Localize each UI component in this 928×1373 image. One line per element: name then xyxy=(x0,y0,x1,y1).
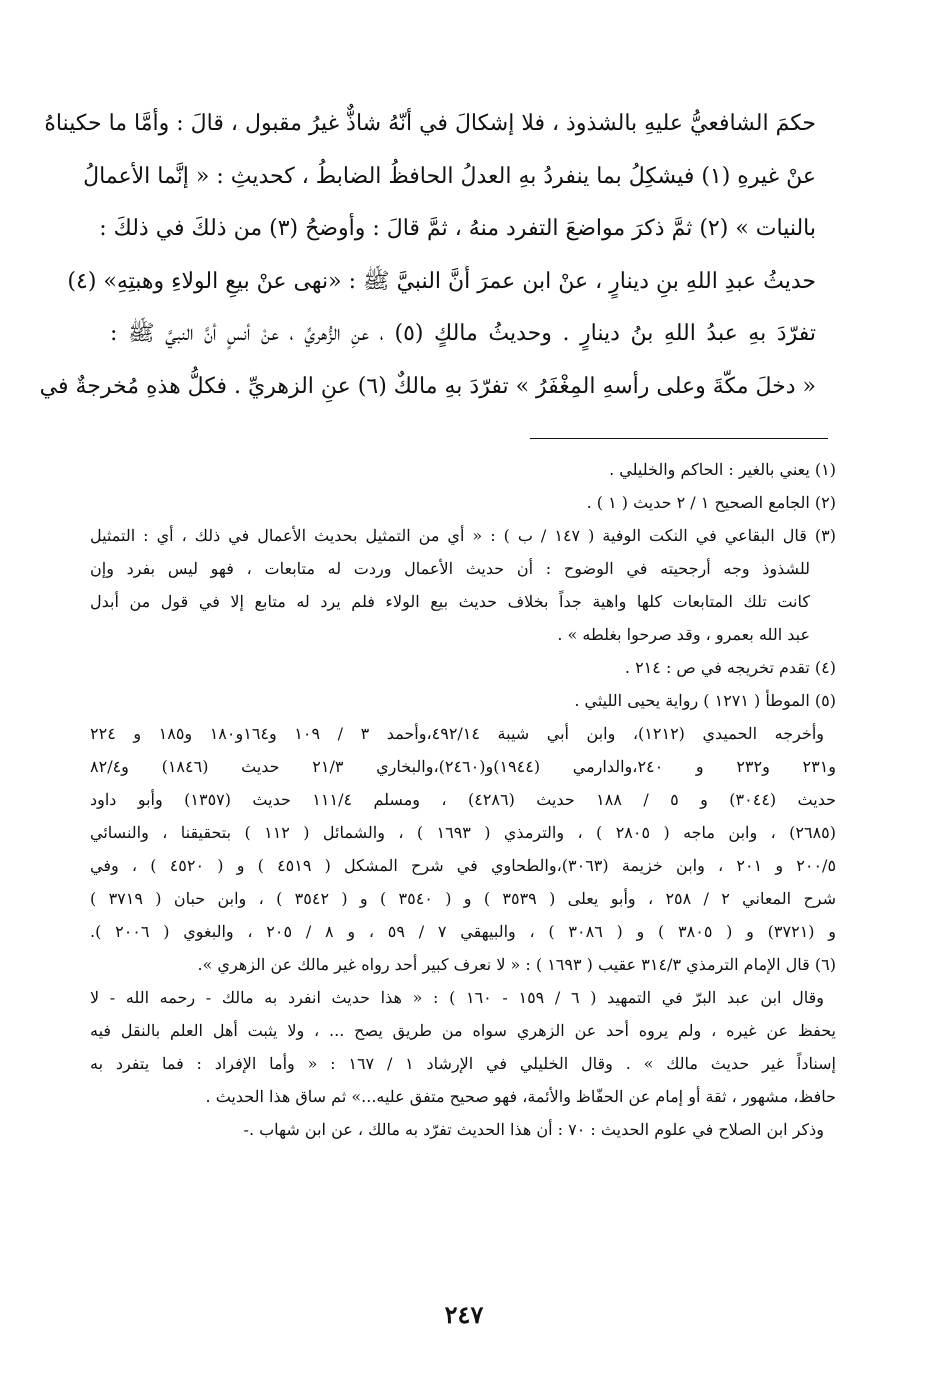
footnote-line: (٤) تقدم تخريجه في ص : ٢١٤ . xyxy=(624,658,836,677)
footnote-line: شرح المعاني ٢ / ٢٥٨ ، وأبو يعلى ( ٣٥٣٩ ) و ( ٣٥٤٠ ) و ( ٣٥٤٢ ) ، وابن حبان ( ٣٧١٩ ) xyxy=(90,889,837,908)
main-text-line: بالنيات » (٢) ثمَّ ذكرَ مواضعَ التفرد منهُ ، ثمَّ قالَ : وأوضحُ (٣) من ذلكَ في ذلكَ : xyxy=(99,216,816,241)
footnote-line: وأخرجه الحميدي (١٢١٢)، وابن أبي شيبة ٤٩٢/١٤،وأحمد ٣ / ١٠٩ و١٦٤و١٨٠ و١٨٥ و ٢٢٤ xyxy=(90,724,825,743)
footnote-line: عبد الله بعمرو ، وقد صرحوا بغلطه » . xyxy=(557,625,810,644)
footnotes xyxy=(90,453,836,1146)
footnote-line: كانت تلك المتابعات كلها واهية جداً بخلاف حديث بيع الولاء فلم يرد له متابع إلا في قول من أبدل xyxy=(90,592,810,611)
main-text-line: حكمَ الشافعيُّ عليهِ بالشذوذ ، فلا إشكالَ في أنّهُ شاذٌّ غيرُ مقبول ، قالَ : وأمَّا ما حكيناهُ xyxy=(44,111,816,136)
footnote-line: و٢٣١ و٢٣٢ و ٢٤٠،والدارمي (١٩٤٤)و(٢٤٦٠)،والبخاري ٢١/٣ حديث (١٨٤٦) و٨٢/٤ xyxy=(90,757,837,776)
page-number: ٢٤٧ xyxy=(444,1300,484,1329)
footnote-line: (١) يعني بالغير : الحاكم والخليلي . xyxy=(609,460,836,479)
main-text-line: حديثُ عبدِ اللهِ بنِ دينارٍ ، عنْ ابن عمرَ أنَّ النبيَّ ﷺ : «نهى عنْ بيعِ الولاءِ وهبتِهِ» (٤) xyxy=(67,268,816,294)
footnote-line: (٣) قال البقاعي في النكت الوفية ( ١٤٧ / ب ) : « أي من التمثيل بحديث الأعمال في ذلك ، أي : التمثيل xyxy=(90,526,837,545)
footnote-line: (٢) الجامع الصحيح ١ / ٢ حديث ( ١ ) . xyxy=(586,493,836,512)
footnote-line: (٦) قال الإمام الترمذي ٣١٤/٣ عقيب ( ١٦٩٣ ) : « لا نعرف كبير أحد رواه غير مالك عن الزهري ». xyxy=(197,955,836,974)
footnote-line: حافظ، مشهور ، ثقة أو إمام عن الحفّاظ والأئمة، فهو صحيح متفق عليه...» ثم ساق هذا الحديث . xyxy=(205,1087,836,1106)
footnote-line: حديث (٣٠٤٤) و ٥ / ١٨٨ حديث (٤٢٨٦) ، ومسلم ١١١/٤ حديث (١٣٥٧) وأبو داود xyxy=(90,790,837,809)
main-text-line: عنْ غيرهِ (١) فيشكِلُ بما ينفردُ بهِ العدلُ الحافظُ الضابطُ ، كحديثِ : « إنَّما الأعمالُ xyxy=(83,163,816,189)
footnote-line: (٢٦٨٥) ، وابن ماجه ( ٢٨٠٥ ) ، والترمذي ( ١٦٩٣ ) ، والشمائل ( ١١٢ ) بتحقيقنا ، والنسائي xyxy=(90,823,837,842)
footnote-line: وقال ابن عبد البرّ في التمهيد ( ٦ / ١٥٩ - ١٦٠ ) : « هذا حديث انفرد به مالك - رحمه الله - لا xyxy=(90,988,825,1007)
footnote-line: و (٣٧٢١) و ( ٣٨٠٥ ) و ( ٣٠٨٦ ) ، والبيهقي ٧ / ٥٩ ، و ٨ / ٢٠٥ ، والبغوي ( ٢٠٠٦ ). xyxy=(90,922,837,941)
main-text xyxy=(39,98,816,413)
main-text-line: « دخلَ مكّةَ وعلى رأسهِ المِغْفَرُ » تفرّدَ بهِ مالكٌ (٦) عنِ الزهريِّ . فكلُّ هذهِ مُخرجةٌ في xyxy=(39,373,816,399)
footnote-line: (٥) الموطأ ( ١٢٧١ ) رواية يحيى الليثي . xyxy=(574,691,836,710)
footnote-line: للشذوذ وجه أرجحيته في الوضوح : أن حديث الأعمال وردت له متابعات ، فهو ليس بفرد وإن xyxy=(90,559,810,578)
footnote-line: إسناداً غير حديث مالك » . وقال الخليلي في الإرشاد ١ / ١٦٧ : « وأما الإفراد : فما يتفرد به xyxy=(90,1054,837,1073)
footnote-line: ٢٠٠/٥ و ٢٠١ ، وابن خزيمة (٣٠٦٣)،والطحاوي في شرح المشكل ( ٤٥١٩ ) و ( ٤٥٢٠ ) ، وفي xyxy=(90,856,837,875)
footnote-separator xyxy=(530,438,828,439)
main-text-line: تفرّدَ بهِ عبدُ اللهِ بنُ دينارٍ . وحديثُ مالكٍ (٥) ، عنِ الزُّهريِّ ، عنْ أنسٍ أنَّ النبيَّ ﷺ : xyxy=(110,321,816,346)
footnote-line: وذكر ابن الصلاح في علوم الحديث : ٧٠ : أن هذا الحديث تفرّد به مالك ، عن ابن شهاب .- xyxy=(243,1120,824,1139)
footnote-line: يحفظ عن غيره ، ولم يروه أحد عن الزهري سواه من طريق يصح ... ، ولا يثبت أهل العلم بالنقل فيه xyxy=(90,1021,836,1040)
